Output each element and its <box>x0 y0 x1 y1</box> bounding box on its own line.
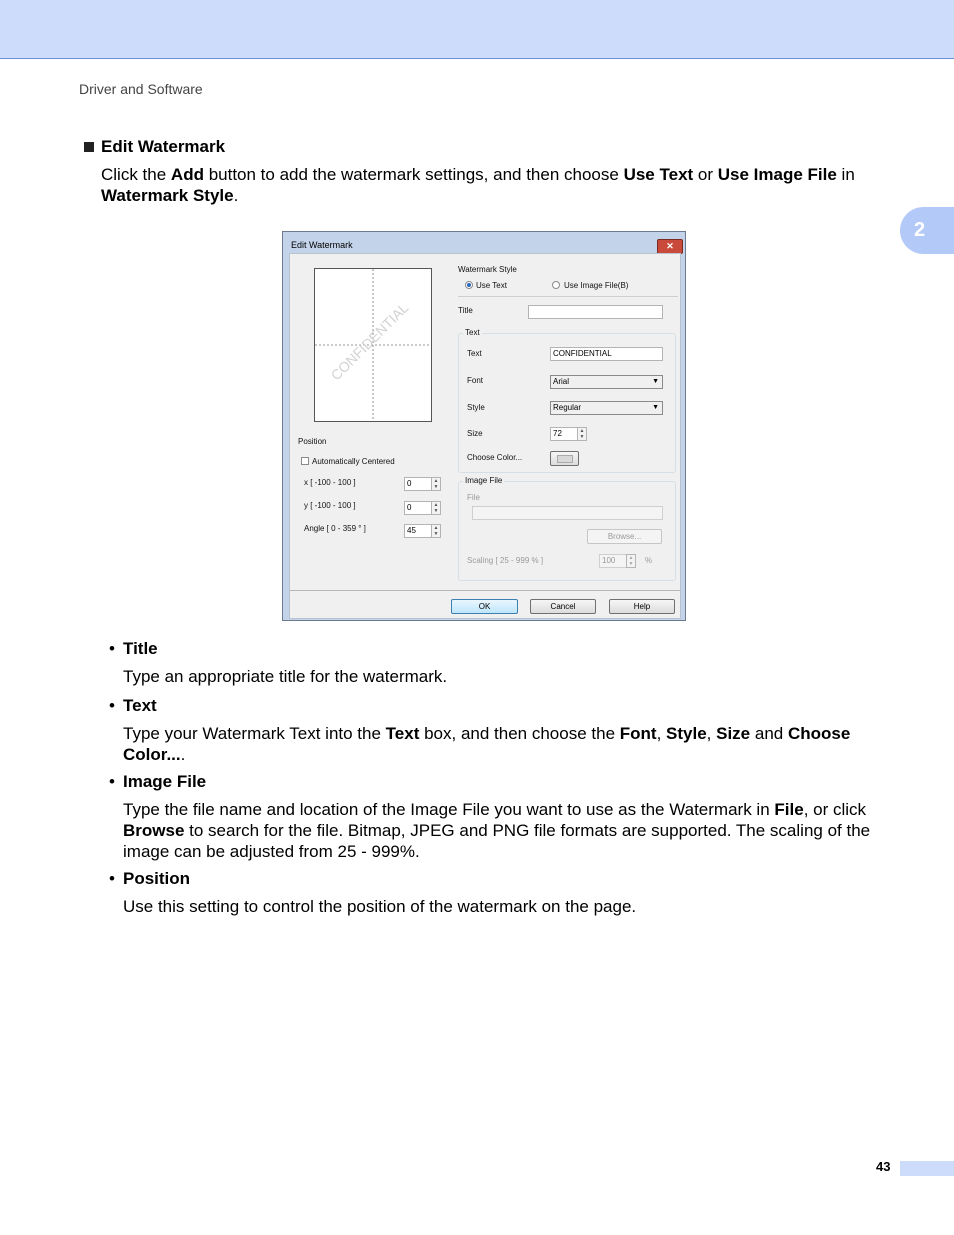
square-bullet-icon <box>84 142 94 152</box>
choose-color-button[interactable] <box>550 451 579 466</box>
x-input[interactable]: 0 <box>404 477 432 491</box>
chevron-down-icon: ▼ <box>652 378 659 385</box>
use-text-label: Use Text <box>476 281 507 290</box>
auto-centered-label: Automatically Centered <box>312 457 395 466</box>
color-swatch <box>557 455 573 463</box>
size-stepper[interactable]: ▲ ▼ <box>577 427 587 441</box>
text-label: Text <box>467 349 482 358</box>
use-image-radio[interactable] <box>552 281 560 289</box>
angle-input[interactable]: 45 <box>404 524 432 538</box>
bullet-image-title: Image File <box>123 772 207 791</box>
y-input[interactable]: 0 <box>404 501 432 515</box>
angle-label: Angle [ 0 - 359 ° ] <box>304 524 366 533</box>
header-band <box>0 0 954 59</box>
scaling-input[interactable]: 100 <box>599 554 627 568</box>
scaling-stepper[interactable]: ▲ ▼ <box>626 554 636 568</box>
text-input[interactable]: CONFIDENTIAL <box>550 347 663 361</box>
font-select[interactable]: Arial ▼ <box>550 375 663 389</box>
text-group-label: Text <box>465 328 480 337</box>
bullet-dot: • <box>109 869 115 888</box>
footer-separator <box>290 590 680 591</box>
use-image-label: Use Image File(B) <box>564 281 629 290</box>
edit-watermark-dialog <box>282 231 686 621</box>
size-input[interactable]: 72 <box>550 427 578 441</box>
title-input[interactable] <box>528 305 663 319</box>
file-label: File <box>467 493 480 502</box>
title-label: Title <box>458 306 473 315</box>
close-icon[interactable]: ✕ <box>657 239 683 254</box>
dialog-body <box>289 253 681 619</box>
page-number: 43 <box>876 1159 891 1174</box>
heading-row <box>84 137 225 157</box>
position-label: Position <box>298 437 327 446</box>
separator <box>458 296 678 297</box>
angle-stepper[interactable]: ▲ ▼ <box>431 524 441 538</box>
image-file-group-label: Image File <box>465 476 503 485</box>
bullet-text-title: Text <box>123 696 157 715</box>
bullet-dot: • <box>109 696 115 715</box>
bullet-position-body: Use this setting to control the position of the watermark on the page. <box>123 897 637 916</box>
font-label: Font <box>467 376 484 385</box>
chapter-tab: 2 <box>900 207 954 254</box>
x-label: x [ -100 - 100 ] <box>304 478 356 487</box>
style-label: Style <box>467 403 485 412</box>
use-text-radio[interactable] <box>465 281 473 289</box>
bullet-title-title: Title <box>123 639 158 658</box>
y-label: y [ -100 - 100 ] <box>304 501 356 510</box>
footer-band <box>900 1161 954 1176</box>
bullet-text-body: Type your Watermark Text into the Text box, and then choose the Font, Style, Size and Choose Color.... <box>123 724 851 764</box>
watermark-preview <box>314 268 432 422</box>
choose-color-label: Choose Color... <box>467 453 523 462</box>
bullet-dot: • <box>109 772 115 791</box>
percent-label: % <box>645 556 653 565</box>
file-input[interactable] <box>472 506 663 520</box>
bullet-title-body: Type an appropriate title for the watermark. <box>123 667 448 686</box>
auto-centered-checkbox[interactable] <box>301 457 309 465</box>
bullet-position-title: Position <box>123 869 191 888</box>
style-select[interactable]: Regular ▼ <box>550 401 663 415</box>
preview-canvas <box>315 269 431 421</box>
y-stepper[interactable]: ▲ ▼ <box>431 501 441 515</box>
ok-button[interactable]: OK <box>451 599 518 614</box>
help-button[interactable]: Help <box>609 599 675 614</box>
size-label: Size <box>467 429 483 438</box>
scaling-label: Scaling [ 25 - 999 % ] <box>467 556 544 565</box>
cancel-button[interactable]: Cancel <box>530 599 596 614</box>
x-stepper[interactable]: ▲ ▼ <box>431 477 441 491</box>
bullet-image-body: Type the file name and location of the Image File you want to use as the Watermark in File, or click Browse to search for the file. Bitmap, JPEG and PNG file formats are supported. The scaling of the image can be adjusted from 25 - 999%. <box>123 800 871 861</box>
preview-watermark-text: CONFIDENTIAL <box>327 299 412 384</box>
dialog-title: Edit Watermark <box>291 240 353 250</box>
browse-button[interactable]: Browse... <box>587 529 662 544</box>
intro-paragraph: Click the Add button to add the watermark settings, and then choose Use Text or Use Image File in Watermark Style. <box>101 165 855 205</box>
bullet-dot: • <box>109 639 115 658</box>
section-label: Driver and Software <box>79 81 203 97</box>
watermark-style-label: Watermark Style <box>458 265 517 274</box>
section-heading: Edit Watermark <box>101 137 226 156</box>
chevron-down-icon: ▼ <box>652 404 659 411</box>
